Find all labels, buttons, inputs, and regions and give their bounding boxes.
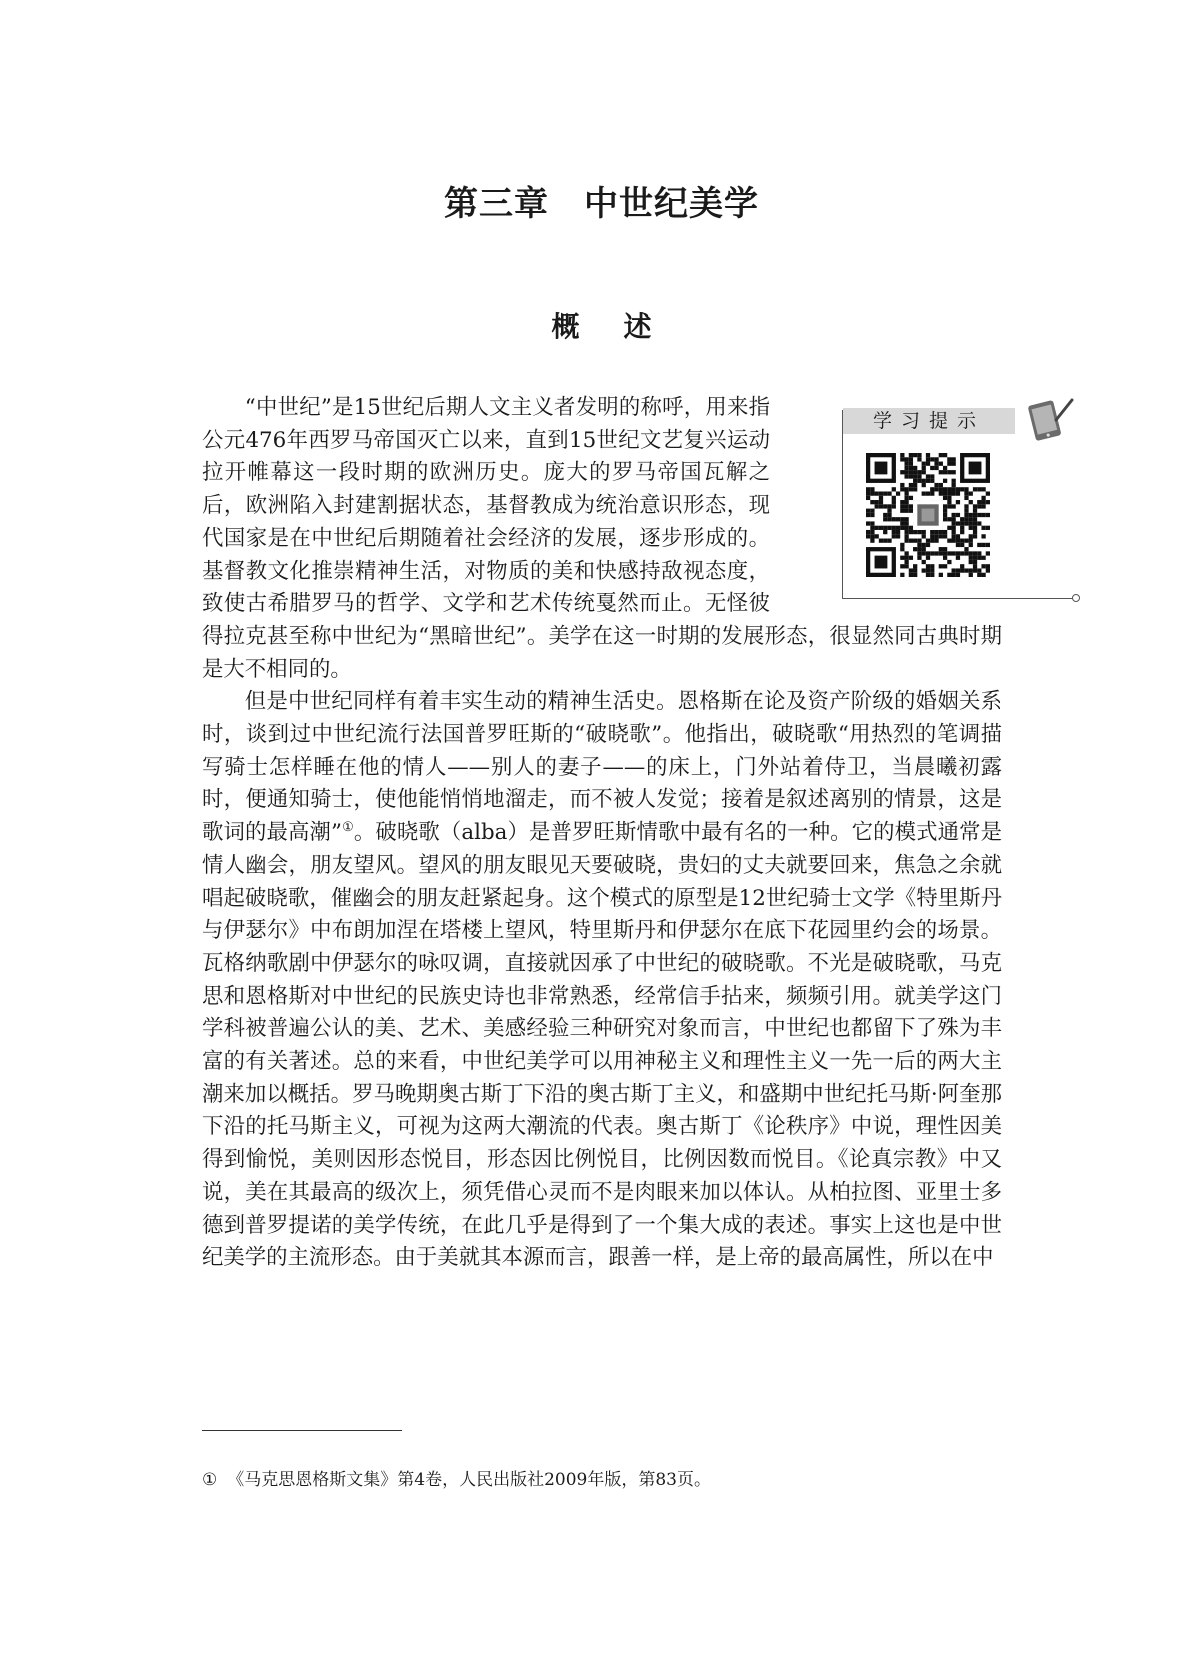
footnote-divider xyxy=(202,1430,402,1431)
paragraph-2-part-2: 。破晓歌（alba）是普罗旺斯情歌中最有名的一种。它的模式通常是情人幽会，朋友望风。望风的朋友眼见天要破晓，贵妇的丈夫就要回来，焦急之余就唱起破晓歌，催幽会的朋友赶紧起身。这个模式的原型是12世纪骑士文学《特里斯丹与伊瑟尔》中布朗加涅在塔楼上望风，特里斯丹和伊瑟尔在底下花园里约会的场景。瓦格纳歌剧中伊瑟尔的咏叹调，直接就因承了中世纪的破晓歌。不光是破晓歌，马克思和恩格斯对中世纪的民族史诗也非常熟悉，经常信手拈来，频频引用。就美学这门学科被普遍公认的美、艺术、美感经验三种研究对象而言，中世纪也都留下了殊为丰富的有关著述。总的来看，中世纪美学可以用神秘主义和理性主义一先一后的两大主潮来加以概括。罗马晚期奥古斯丁下沿的奥古斯丁主义，和盛期中世纪托马斯·阿奎那下沿的托马斯主义，可视为这两大潮流的代表。奥古斯丁《论秩序》中说，理性因美得到愉悦，美则因形态悦目，形态因比例悦目，比例因数而悦目。《论真宗教》中又说，美在其最高的级次上，须凭借心灵而不是肉眼来加以体认。从柏拉图、亚里士多德到普罗提诺的美学传统，在此几乎是得到了一个集大成的表述。事实上这也是中世纪美学的主流形态。由于美就其本源而言，跟善一样，是上帝的最高属性，所以在中 xyxy=(202,820,1003,1271)
section-title xyxy=(0,305,1203,345)
tip-box-end-dot xyxy=(1072,594,1080,602)
tablet-with-stylus-icon xyxy=(1020,396,1074,444)
footnote-mark: ① xyxy=(202,1470,218,1490)
study-tip-label: 学习提示 xyxy=(843,408,1015,434)
footnote xyxy=(202,1468,711,1492)
footnote-text: 《马克思恩格斯文集》第4卷，人民出版社2009年版，第83页。 xyxy=(227,1470,711,1490)
body-text xyxy=(202,392,1002,1275)
chapter-title: 第三章 中世纪美学 xyxy=(444,184,759,224)
section-title-char-1: 概 xyxy=(551,310,580,343)
paragraph-2-part-1: 但是中世纪同样有着丰实生动的精神生活史。恩格斯在论及资产阶级的婚姻关系时，谈到过中世纪流行法国普罗旺斯的“破晓歌”。他指出，破晓歌“用热烈的笔调描写骑士怎样睡在他的情人——别人的妻子——的床上，门外站着侍卫，当晨曦初露时，便通知骑士，使他能悄悄地溜走，而不被人发觉；接着是叙述离别的情景，这是歌词的最高潮” xyxy=(202,689,1002,846)
section-title-char-2: 述 xyxy=(623,310,652,343)
paragraph-1: “中世纪”是15世纪后期人文主义者发明的称呼，用来指公元476年西罗马帝国灭亡以来，直到15世纪文艺复兴运动拉开帷幕这一段时期的欧洲历史。庞大的罗马帝国瓦解之后，欧洲陷入封建割据状态，基督教成为统治意识形态，现代国家是在中世纪后期随着社会经济的发展，逐步形成的。基督教文化推崇精神生活，对物质的美和快感持敌视态度，致使古希腊罗马的哲学、文学和艺术传统戛然而止。无怪彼得拉克甚至称中世纪为“黑暗世纪”。美学在这一时期的发展形态，很显然同古典时期是大不相同的。 xyxy=(202,395,1002,682)
footnote-reference[interactable]: ① xyxy=(341,820,354,836)
paragraph-2 xyxy=(202,686,1002,1275)
float-spacer xyxy=(770,392,1002,592)
